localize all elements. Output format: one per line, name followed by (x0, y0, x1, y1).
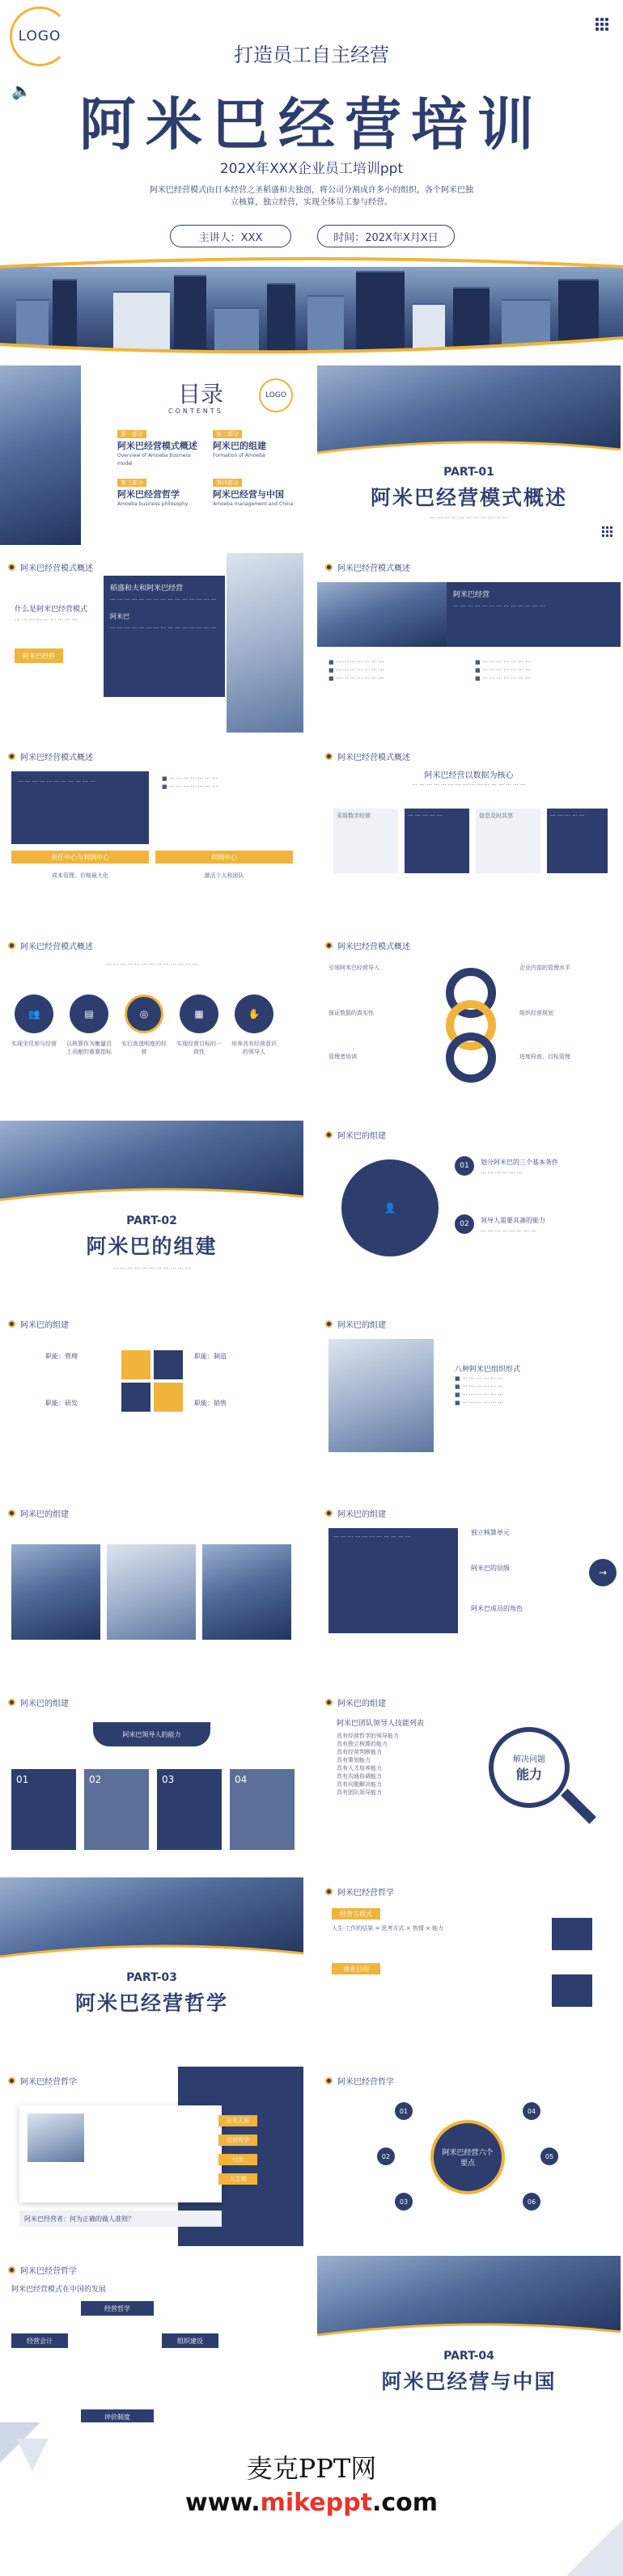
magnifier-circle: 解决问题 能力 (489, 1727, 570, 1808)
calculator-icon: ▦ (180, 995, 218, 1033)
amoeba-box: 阿米巴经营 ··· ··· ··· ··· ··· ··· ··· ··· ··· ··· ··· ··· ··· (447, 582, 621, 647)
philosophy-slide-2: 阿米巴经营哲学 应有人格 经营哲学 付出 人生观 阿米巴经营者：何为正确的做人准则？ (0, 2067, 303, 2246)
bottom-wave-decoration (0, 333, 623, 356)
slide-dots-icon (602, 526, 612, 537)
part1-slide: PART-01 阿米巴经营模式概述 ··· ··· ··· ··· ··· ··· ··· ··· ··· ··· ··· (317, 365, 621, 545)
magnifier-handle (561, 1788, 596, 1824)
badge-01: 01 (455, 1156, 474, 1176)
formation-slide-7: 阿米巴的组建 阿米巴团队领导人技能列表 具有经营哲学的领导能力 具有独立核算的能力 具有经营判断能力 具有策划能力 具有人才培养能力 具有沟通协调能力 具有问题解决能力 具有团队领导能力 解决问题 能力 (317, 1688, 621, 1868)
chain-graphic (414, 961, 528, 1090)
tile-4 (154, 1383, 183, 1412)
slide-header: 阿米巴经营模式概述 (325, 561, 410, 573)
activate-label: 激活个人和团队 (204, 872, 244, 879)
arrow-icon: → (589, 1559, 617, 1586)
responsibility-center-label: 责任中心与利润中心 (11, 851, 149, 864)
formation-slide-5: 阿米巴的组建 ··· ··· ··· ··· ··· ··· ··· ··· ··· ··· ··· 独立核算单元 阿米巴的层级 阿米巴成员的角色 → (317, 1499, 621, 1679)
part4-slide (317, 2256, 621, 2435)
briefcase-icon (552, 1918, 592, 1950)
building-photo (227, 553, 303, 733)
question-text: 什么是阿米巴经营模式 (15, 606, 88, 614)
card-photo-2 (107, 1544, 196, 1640)
building-photo (0, 365, 81, 545)
slide-header: 阿米巴经营模式概述 (8, 940, 93, 952)
toc-item-1[interactable]: 第一部分 阿米巴经营模式概述 Overview of Amoeba business model (117, 431, 197, 467)
trophy-icon (552, 1974, 592, 2007)
slide-header: 阿米巴经营哲学 (8, 2075, 77, 2087)
amoeba-button[interactable]: 阿米巴经营 (15, 648, 63, 663)
philosophy-slide-3: 阿米巴经营哲学 阿米巴经营六个要点 01 02 03 04 05 06 (317, 2067, 621, 2246)
num-02: 02 (84, 1769, 149, 1850)
slide-header: 阿米巴经营哲学 (325, 1886, 394, 1898)
slide-header: 阿米巴的组建 (325, 1129, 386, 1141)
navy-box: ··· ··· ··· ··· ··· ··· ··· ··· ··· ··· ··· (328, 1528, 458, 1633)
tile-2 (154, 1350, 183, 1379)
triangle-decoration-right (566, 2519, 623, 2576)
center-circle: 👤 (341, 1159, 439, 1256)
part4-title: 阿米巴经营与中国 (381, 2370, 557, 2393)
num-01: 01 (11, 1769, 76, 1850)
slide-header: 阿米巴的组建 (8, 1507, 69, 1519)
navy-card-1: ··· ··· ··· ··· ··· (405, 809, 469, 873)
formation-slide-6 (0, 1688, 303, 1868)
part2-number: PART-02 (126, 1214, 177, 1227)
overview-slide-6: 阿米巴经营模式概述 引领阿米巴经营导入 保证数据的真实性 管理者培训 企业内部的管理水平 组织经营规划 进度检查、目标管理 (317, 931, 621, 1111)
part3-number: PART-03 (126, 1971, 177, 1984)
presenter-pill: 主讲人：XXX (170, 225, 291, 247)
part2-slide: PART-02 阿米巴的组建 ··· ··· ··· ··· ··· ··· ··· ··· ··· ··· ··· (0, 1121, 303, 1300)
card-photo-1 (11, 1544, 100, 1640)
speaker-icon[interactable]: 🔈 (11, 81, 32, 100)
slide-header: 阿米巴经营哲学 (325, 2075, 394, 2087)
chart-icon: ▤ (70, 995, 108, 1033)
building-photo (328, 1339, 434, 1452)
toc-item-4[interactable]: 第四部分 阿米巴经营与中国 Amoeba management and China (213, 479, 294, 507)
digital-box: 采用数字经营 (333, 809, 398, 873)
philosophy-slide-1: 阿米巴经营哲学 经营方程式 人生·工作的结果 = 思考方式 × 热情 × 能力 事业目的 (317, 1877, 621, 2057)
toc-item-2[interactable]: 第二部分 阿米巴的组建 Formation of Amoeba (213, 431, 266, 458)
info-share-box: 信息及时共享 (476, 809, 540, 873)
slide-header: 阿米巴的组建 (325, 1696, 386, 1708)
city-photo (317, 582, 447, 647)
slide-header: 阿米巴经营模式概述 (8, 750, 93, 762)
info-box: 稻盛和夫和阿米巴经营 ··· ··· ··· ··· ··· ··· ··· ··· ··· ··· ··· ··· ··· ··· ··· 阿米巴 ··· ··· ··· ··· ··· ··· ··· ··· ··· ··· ··· ··· ··· ··· ··· (104, 576, 225, 697)
formation-slide-3: 阿米巴的组建 八种阿米巴组织形式 ■ ··· ··· ··· ··· ··· ··· ■ ··· ··· ··· ··· ··· ··· ■ ··· ··· ··· ··· ··· ··· ■ ··· ··· ··· ··· ··· ··· (317, 1310, 621, 1489)
slide-header: 阿米巴的组建 (8, 1696, 69, 1708)
slide-header: 阿米巴经营模式概述 (325, 940, 410, 952)
overview-slide-1: 阿米巴经营模式概述 什么是阿米巴经营模式 ··· ··· ··· ··· ··· ··· ··· ··· ··· 阿米巴经营 稻盛和夫和阿米巴经营 ··· ··· ··· ··· ··· ··· ··· ··· ··· ··· ··· ··· ··· ··· ··· 阿米巴 ··· ··· ··· ··· ··· ··· ··· ··· ··· ··· ··· ··· ··· ··· ··· (0, 553, 303, 733)
formation-slide-4 (0, 1499, 303, 1679)
leader-capability-banner: 阿米巴领导人的能力 (93, 1722, 210, 1746)
num-03: 03 (157, 1769, 222, 1850)
handshake-icon: ✋ (235, 995, 273, 1033)
logo-text: LOGO (18, 28, 61, 44)
slide-header: 阿米巴的组建 (325, 1318, 386, 1330)
six-points-center: 阿米巴经营六个要点 (430, 2120, 505, 2194)
brand-url[interactable]: www.mikeppt.com (184, 2489, 438, 2517)
eight-forms-title: 八种阿米巴组织形式 (455, 1366, 521, 1374)
footer-brand (0, 2422, 623, 2576)
cover-pre-title: 打造员工自主经营 (234, 44, 389, 66)
brand-name: 麦克PPT网 (246, 2453, 377, 2484)
navy-card-2: ··· ··· ··· ··· ··· (547, 809, 608, 873)
data-core-title: 阿米巴经营以数据为核心 (424, 771, 514, 780)
tile-3 (121, 1383, 150, 1412)
cover-subtitle: 202X年XXX企业员工培训ppt (219, 161, 404, 177)
formation-slide-1: 阿米巴的组建 👤 01 划分阿米巴的三个基本条件 ··· ··· ··· ··· ··· ··· 02 领导人需要具备的能力 ··· ··· ··· ··· ··· ··· ··· ··· (317, 1121, 621, 1300)
slide-header: 阿米巴经营模式概述 (325, 750, 410, 762)
formation-slide-2: 阿米巴的组建 职能：管理 职能：制造 职能：研发 职能：销售 (0, 1310, 303, 1489)
num-04: 04 (230, 1769, 295, 1850)
person-photo (28, 2114, 84, 2162)
slide-header: 阿米巴经营模式概述 (8, 561, 93, 573)
toc-logo: LOGO (259, 378, 293, 412)
top-wave-decoration (0, 257, 623, 289)
part1-title: 阿米巴经营模式概述 (370, 486, 567, 509)
part4-number: PART-04 (443, 2350, 494, 2363)
toc-title: 目录 (178, 381, 224, 408)
overview-slide-5: 阿米巴经营模式概述 ··· ··· ··· ··· ··· ··· ··· ··· ··· ··· ··· ··· ··· 👥 ▤ ◎ ▦ ✋ 实现全员参与经营 以核算作为衡量员工贡献的重要指标 实行高透明度的经营 实现经营目标的一致性 培养具有经营意识的领导人 (0, 931, 303, 1111)
wave-decoration (0, 1185, 303, 1210)
toc-slide (0, 365, 303, 545)
china-slide-1: 阿米巴经营哲学 阿米巴经营模式在中国的发展 经营哲学 经营会计 组织建设 评价制度 (0, 2256, 303, 2435)
menu-dots-icon[interactable] (595, 18, 608, 31)
part3-title: 阿米巴经营哲学 (74, 1991, 228, 2015)
cover-description: 阿米巴经营模式由日本经营之圣稻盛和夫独创，将公司分割成许多小的组织，各个阿米巴独立核算，独立经营，实现全体员工参与经营。 (150, 186, 473, 207)
overview-slide-4: 阿米巴经营模式概述 阿米巴经营以数据为核心 ··· ··· ··· ··· ··· ··· ··· ··· ··· ··· ··· ··· ··· ··· ··· ··· 采用数字经营 ··· ··· ··· ··· ··· 信息及时共享 ··· ··· ··· ··· ··· (317, 742, 621, 922)
cover-slide (0, 0, 623, 356)
card-photo-3 (202, 1544, 291, 1640)
toc-item-3[interactable]: 第三部分 阿米巴经营哲学 Amoeba business philosophy (117, 479, 189, 507)
wave-decoration (0, 1942, 303, 1966)
date-pill: 时间：202X年X月X日 (317, 225, 455, 247)
profit-center-label: 利润中心 (155, 851, 293, 864)
badge-02: 02 (455, 1214, 474, 1234)
person-icon: 👥 (15, 995, 53, 1033)
navy-box: ··· ··· ··· ··· ··· ··· ··· ··· ··· ··· ··· (11, 771, 149, 844)
part1-number: PART-01 (443, 466, 494, 479)
cover-title: 阿米巴经营培训 (79, 91, 544, 158)
cost-label: 成本管理、价格最大化 (52, 872, 108, 879)
wave-decoration (317, 438, 621, 462)
toc-contents: CONTENTS (168, 408, 223, 415)
overview-slide-3: 阿米巴经营模式概述 ··· ··· ··· ··· ··· ··· ··· ··· ··· ··· ··· ■ ··· ··· ··· ··· ··· ··· ··· ■ ··· ··· ··· ··· ··· ··· ··· 责任中心与利润中心 利润中心 成本管理、价格最大化 激活个人和团队 (0, 742, 303, 922)
part2-title: 阿米巴的组建 (86, 1235, 218, 1258)
wave-decoration (317, 2321, 621, 2345)
slide-header: 阿米巴的组建 (8, 1318, 69, 1330)
slide-header: 阿米巴的组建 (325, 1507, 386, 1519)
slide-header: 阿米巴经营哲学 (8, 2264, 77, 2276)
part3-slide (0, 1877, 303, 2057)
tile-1 (121, 1350, 150, 1379)
target-icon: ◎ (125, 995, 163, 1033)
overview-slide-2: 阿米巴经营模式概述 阿米巴经营 ··· ··· ··· ··· ··· ··· ··· ··· ··· ··· ··· ··· ··· ■ ··· ··· ··· ··· ··· ··· ··· ■ ··· ··· ··· ··· ··· ··· ··· ■ ··· ··· ··· ··· ··· ··· ··· ■ ··· ··· ··· ··· ··· ··· ··· ■ ··· ··· ··· ··· ··· ··· ··· ■ ··· ··· ··· ··· ··· ··· ··· (317, 553, 621, 733)
